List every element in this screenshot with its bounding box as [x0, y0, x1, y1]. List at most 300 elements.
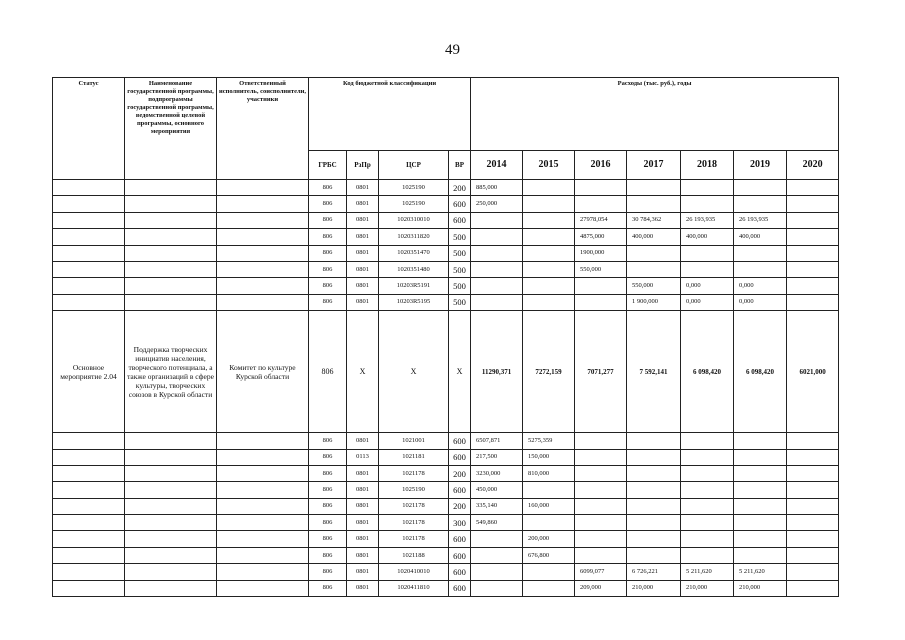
cell-y2016: 4875,000 — [575, 229, 627, 245]
table-row — [53, 498, 839, 514]
cell-vr: 600 — [449, 196, 471, 212]
empty-cell — [125, 229, 217, 245]
cell-rzpr: 0801 — [347, 498, 379, 514]
cell-csr: 1025190 — [379, 482, 449, 498]
empty-cell — [125, 498, 217, 514]
cell-csr: 1025190 — [379, 180, 449, 196]
cell-y2020 — [787, 229, 839, 245]
empty-cell — [53, 294, 125, 310]
cell-grbs: 806 — [309, 580, 347, 596]
table-row — [53, 515, 839, 531]
cell-y2018 — [681, 180, 734, 196]
main-responsible-cell: Комитет по культуре Курской области — [217, 311, 309, 433]
cell-y2020 — [787, 482, 839, 498]
cell-y2019: 0,000 — [734, 278, 787, 294]
cell-y2019 — [734, 433, 787, 449]
empty-cell — [125, 465, 217, 481]
cell-vr: 200 — [449, 498, 471, 514]
cell-y2018: 0,000 — [681, 278, 734, 294]
empty-cell — [125, 196, 217, 212]
empty-cell — [53, 580, 125, 596]
cell-grbs: 806 — [309, 196, 347, 212]
empty-cell — [53, 212, 125, 228]
page-number: 49 — [445, 42, 460, 58]
cell-y2017 — [627, 196, 681, 212]
cell-vr: 600 — [449, 564, 471, 580]
cell-y2016: 27978,054 — [575, 212, 627, 228]
main-measure-row — [53, 311, 839, 433]
table-row — [53, 531, 839, 547]
empty-cell — [217, 580, 309, 596]
cell-y2019 — [734, 482, 787, 498]
cell-y2017 — [627, 433, 681, 449]
cell-y2014 — [471, 212, 523, 228]
cell-grbs: 806 — [309, 564, 347, 580]
cell-y2018: 0,000 — [681, 294, 734, 310]
cell-y2019: 5 211,620 — [734, 564, 787, 580]
empty-cell — [125, 212, 217, 228]
budget-table — [52, 77, 839, 597]
table-row — [53, 261, 839, 277]
cell-y2015: 200,000 — [523, 531, 575, 547]
cell-y2019: 26 193,935 — [734, 212, 787, 228]
cell-y2014: 3230,000 — [471, 465, 523, 481]
table-row — [53, 245, 839, 261]
cell-grbs: 806 — [309, 498, 347, 514]
cell-y2018 — [681, 531, 734, 547]
main-cell-y2014: 11290,371 — [471, 311, 523, 433]
cell-y2015 — [523, 482, 575, 498]
cell-y2020 — [787, 515, 839, 531]
cell-y2015 — [523, 294, 575, 310]
cell-rzpr: 0801 — [347, 245, 379, 261]
cell-vr: 500 — [449, 294, 471, 310]
cell-csr: 1020311820 — [379, 229, 449, 245]
cell-grbs: 806 — [309, 465, 347, 481]
table-row — [53, 278, 839, 294]
empty-cell — [217, 433, 309, 449]
cell-y2017 — [627, 449, 681, 465]
cell-y2014 — [471, 245, 523, 261]
cell-y2017 — [627, 180, 681, 196]
cell-y2020 — [787, 547, 839, 563]
cell-vr: 200 — [449, 465, 471, 481]
header-name: Наименование государственной программы, подпрограммы государственной программы, ведомственной целевой программы, основного мероприятия — [125, 78, 217, 180]
empty-cell — [53, 261, 125, 277]
empty-cell — [125, 261, 217, 277]
cell-csr: 1021178 — [379, 531, 449, 547]
cell-y2020 — [787, 212, 839, 228]
cell-y2015 — [523, 180, 575, 196]
cell-rzpr: 0801 — [347, 278, 379, 294]
cell-y2018: 210,000 — [681, 580, 734, 596]
table-row — [53, 294, 839, 310]
cell-y2018: 26 193,935 — [681, 212, 734, 228]
cell-rzpr: 0801 — [347, 580, 379, 596]
empty-cell — [53, 531, 125, 547]
cell-rzpr: 0801 — [347, 515, 379, 531]
cell-rzpr: 0801 — [347, 531, 379, 547]
cell-rzpr: 0801 — [347, 482, 379, 498]
main-cell-y2015: 7272,159 — [523, 311, 575, 433]
cell-y2018: 400,000 — [681, 229, 734, 245]
table-row — [53, 564, 839, 580]
empty-cell — [125, 180, 217, 196]
cell-grbs: 806 — [309, 515, 347, 531]
cell-y2018 — [681, 498, 734, 514]
cell-y2019 — [734, 498, 787, 514]
cell-y2017 — [627, 261, 681, 277]
cell-vr: 500 — [449, 245, 471, 261]
cell-grbs: 806 — [309, 278, 347, 294]
empty-cell — [125, 449, 217, 465]
empty-cell — [217, 547, 309, 563]
cell-y2017 — [627, 547, 681, 563]
cell-y2015: 160,000 — [523, 498, 575, 514]
table-row — [53, 482, 839, 498]
cell-y2015: 5275,359 — [523, 433, 575, 449]
header-year: 2017 — [627, 151, 681, 180]
cell-y2019: 210,000 — [734, 580, 787, 596]
cell-y2019 — [734, 196, 787, 212]
cell-y2017: 400,000 — [627, 229, 681, 245]
cell-grbs: 806 — [309, 547, 347, 563]
cell-y2019 — [734, 515, 787, 531]
cell-rzpr: 0801 — [347, 229, 379, 245]
empty-cell — [217, 465, 309, 481]
cell-y2014: 885,000 — [471, 180, 523, 196]
cell-y2020 — [787, 261, 839, 277]
cell-y2014: 335,140 — [471, 498, 523, 514]
cell-y2014 — [471, 294, 523, 310]
cell-y2016: 550,000 — [575, 261, 627, 277]
cell-y2018 — [681, 482, 734, 498]
cell-rzpr: 0801 — [347, 564, 379, 580]
table-row — [53, 180, 839, 196]
main-cell-y2017: 7 592,141 — [627, 311, 681, 433]
cell-y2020 — [787, 449, 839, 465]
cell-y2017: 30 784,362 — [627, 212, 681, 228]
empty-cell — [125, 433, 217, 449]
cell-y2017: 1 900,000 — [627, 294, 681, 310]
empty-cell — [217, 515, 309, 531]
cell-csr: 1020351480 — [379, 261, 449, 277]
cell-y2015: 150,000 — [523, 449, 575, 465]
cell-rzpr: 0801 — [347, 261, 379, 277]
cell-y2020 — [787, 580, 839, 596]
empty-cell — [217, 294, 309, 310]
main-cell-grbs: 806 — [309, 311, 347, 433]
table-row — [53, 449, 839, 465]
cell-y2014 — [471, 531, 523, 547]
cell-y2016 — [575, 180, 627, 196]
header-code: РзПр — [347, 151, 379, 180]
cell-y2016 — [575, 515, 627, 531]
cell-y2014: 450,000 — [471, 482, 523, 498]
cell-y2019 — [734, 449, 787, 465]
cell-grbs: 806 — [309, 261, 347, 277]
cell-y2020 — [787, 531, 839, 547]
cell-csr: 10203R5195 — [379, 294, 449, 310]
cell-y2014 — [471, 278, 523, 294]
cell-grbs: 806 — [309, 482, 347, 498]
empty-cell — [125, 547, 217, 563]
cell-y2020 — [787, 180, 839, 196]
main-cell-y2016: 7071,277 — [575, 311, 627, 433]
cell-rzpr: 0801 — [347, 465, 379, 481]
cell-y2020 — [787, 564, 839, 580]
cell-y2020 — [787, 294, 839, 310]
cell-y2016: 6099,077 — [575, 564, 627, 580]
header-responsible: Ответственный исполнитель, соисполнители, участники — [217, 78, 309, 180]
cell-y2016 — [575, 294, 627, 310]
header-year: 2018 — [681, 151, 734, 180]
cell-y2016 — [575, 433, 627, 449]
empty-cell — [53, 449, 125, 465]
cell-vr: 600 — [449, 212, 471, 228]
cell-y2016: 209,000 — [575, 580, 627, 596]
cell-csr: 1020310010 — [379, 212, 449, 228]
cell-csr: 10203R5191 — [379, 278, 449, 294]
cell-y2017 — [627, 498, 681, 514]
cell-vr: 600 — [449, 547, 471, 563]
cell-csr: 1020351470 — [379, 245, 449, 261]
table-row — [53, 465, 839, 481]
header-code: ЦСР — [379, 151, 449, 180]
cell-vr: 600 — [449, 433, 471, 449]
table-row — [53, 580, 839, 596]
cell-y2015 — [523, 196, 575, 212]
cell-y2014 — [471, 580, 523, 596]
cell-y2016 — [575, 498, 627, 514]
cell-y2015: 810,000 — [523, 465, 575, 481]
empty-cell — [53, 229, 125, 245]
empty-cell — [53, 465, 125, 481]
empty-cell — [217, 245, 309, 261]
cell-rzpr: 0113 — [347, 449, 379, 465]
empty-cell — [217, 531, 309, 547]
empty-cell — [125, 580, 217, 596]
empty-cell — [125, 245, 217, 261]
cell-y2015 — [523, 580, 575, 596]
cell-csr: 1025190 — [379, 196, 449, 212]
cell-vr: 600 — [449, 449, 471, 465]
cell-y2016 — [575, 482, 627, 498]
cell-y2017 — [627, 482, 681, 498]
cell-y2018 — [681, 196, 734, 212]
main-cell-y2020: 6021,000 — [787, 311, 839, 433]
cell-grbs: 806 — [309, 433, 347, 449]
cell-grbs: 806 — [309, 180, 347, 196]
cell-grbs: 806 — [309, 229, 347, 245]
cell-csr: 1020410010 — [379, 564, 449, 580]
cell-y2015 — [523, 212, 575, 228]
main-status-cell: Основное мероприятие 2.04 — [53, 311, 125, 433]
cell-y2015 — [523, 245, 575, 261]
header-year: 2019 — [734, 151, 787, 180]
cell-csr: 1021188 — [379, 547, 449, 563]
cell-y2019 — [734, 465, 787, 481]
empty-cell — [217, 278, 309, 294]
empty-cell — [217, 261, 309, 277]
cell-csr: 1020411810 — [379, 580, 449, 596]
table-row — [53, 229, 839, 245]
cell-y2015: 676,800 — [523, 547, 575, 563]
cell-y2016: 1900,000 — [575, 245, 627, 261]
cell-y2018 — [681, 547, 734, 563]
cell-grbs: 806 — [309, 212, 347, 228]
cell-y2019 — [734, 547, 787, 563]
cell-y2016 — [575, 196, 627, 212]
cell-csr: 1021001 — [379, 433, 449, 449]
cell-y2018 — [681, 261, 734, 277]
cell-rzpr: 0801 — [347, 433, 379, 449]
header-year: 2020 — [787, 151, 839, 180]
cell-y2020 — [787, 196, 839, 212]
empty-cell — [53, 180, 125, 196]
cell-y2019 — [734, 261, 787, 277]
cell-y2017: 210,000 — [627, 580, 681, 596]
cell-y2020 — [787, 433, 839, 449]
cell-y2019: 0,000 — [734, 294, 787, 310]
cell-y2020 — [787, 245, 839, 261]
cell-y2014: 549,860 — [471, 515, 523, 531]
table-row — [53, 212, 839, 228]
main-cell-y2019: 6 098,420 — [734, 311, 787, 433]
empty-cell — [53, 196, 125, 212]
header-budget-code: Код бюджетной классификации — [309, 78, 471, 151]
cell-y2015 — [523, 261, 575, 277]
cell-vr: 500 — [449, 261, 471, 277]
cell-y2017 — [627, 465, 681, 481]
cell-y2014 — [471, 261, 523, 277]
cell-y2017 — [627, 531, 681, 547]
empty-cell — [53, 498, 125, 514]
cell-y2018 — [681, 449, 734, 465]
cell-y2014 — [471, 547, 523, 563]
cell-y2015 — [523, 515, 575, 531]
empty-cell — [125, 564, 217, 580]
cell-y2019 — [734, 245, 787, 261]
cell-y2015 — [523, 564, 575, 580]
cell-csr: 1021178 — [379, 465, 449, 481]
cell-y2014: 217,500 — [471, 449, 523, 465]
main-cell-rzpr: X — [347, 311, 379, 433]
empty-cell — [53, 564, 125, 580]
cell-y2016 — [575, 465, 627, 481]
cell-y2015 — [523, 278, 575, 294]
header-code: ВР — [449, 151, 471, 180]
cell-vr: 200 — [449, 180, 471, 196]
empty-cell — [217, 564, 309, 580]
cell-y2018 — [681, 515, 734, 531]
cell-y2018: 5 211,620 — [681, 564, 734, 580]
header-code: ГРБС — [309, 151, 347, 180]
cell-y2018 — [681, 465, 734, 481]
empty-cell — [125, 531, 217, 547]
cell-y2016 — [575, 449, 627, 465]
empty-cell — [53, 433, 125, 449]
empty-cell — [217, 196, 309, 212]
cell-y2017: 6 726,221 — [627, 564, 681, 580]
empty-cell — [125, 278, 217, 294]
empty-cell — [217, 229, 309, 245]
empty-cell — [53, 547, 125, 563]
cell-y2016 — [575, 278, 627, 294]
main-name-cell: Поддержка творческих инициатив населения, творческого потенциала, а также организаций в сфере культуры, творческих союзов в Курской области — [125, 311, 217, 433]
empty-cell — [217, 180, 309, 196]
empty-cell — [217, 449, 309, 465]
cell-grbs: 806 — [309, 531, 347, 547]
table-row — [53, 547, 839, 563]
cell-y2018 — [681, 245, 734, 261]
empty-cell — [53, 515, 125, 531]
cell-y2017 — [627, 515, 681, 531]
cell-y2018 — [681, 433, 734, 449]
cell-grbs: 806 — [309, 449, 347, 465]
cell-y2020 — [787, 465, 839, 481]
cell-y2019: 400,000 — [734, 229, 787, 245]
cell-grbs: 806 — [309, 294, 347, 310]
empty-cell — [53, 482, 125, 498]
main-cell-vr: X — [449, 311, 471, 433]
cell-rzpr: 0801 — [347, 294, 379, 310]
empty-cell — [53, 278, 125, 294]
table-row — [53, 196, 839, 212]
cell-vr: 600 — [449, 482, 471, 498]
cell-y2014 — [471, 229, 523, 245]
cell-y2019 — [734, 180, 787, 196]
cell-y2016 — [575, 531, 627, 547]
cell-y2015 — [523, 229, 575, 245]
header-year: 2014 — [471, 151, 523, 180]
cell-y2016 — [575, 547, 627, 563]
empty-cell — [125, 294, 217, 310]
header-expenses: Расходы (тыс. руб.), годы — [471, 78, 839, 151]
cell-vr: 500 — [449, 278, 471, 294]
main-cell-csr: X — [379, 311, 449, 433]
cell-vr: 600 — [449, 531, 471, 547]
cell-y2017: 550,000 — [627, 278, 681, 294]
cell-rzpr: 0801 — [347, 547, 379, 563]
header-year: 2016 — [575, 151, 627, 180]
table-row — [53, 433, 839, 449]
cell-y2014: 6507,871 — [471, 433, 523, 449]
cell-rzpr: 0801 — [347, 180, 379, 196]
cell-rzpr: 0801 — [347, 212, 379, 228]
empty-cell — [125, 482, 217, 498]
empty-cell — [217, 482, 309, 498]
cell-csr: 1021178 — [379, 498, 449, 514]
cell-csr: 1021181 — [379, 449, 449, 465]
cell-vr: 600 — [449, 580, 471, 596]
cell-grbs: 806 — [309, 245, 347, 261]
cell-y2019 — [734, 531, 787, 547]
empty-cell — [125, 515, 217, 531]
cell-rzpr: 0801 — [347, 196, 379, 212]
empty-cell — [217, 498, 309, 514]
cell-y2017 — [627, 245, 681, 261]
empty-cell — [53, 245, 125, 261]
cell-y2020 — [787, 278, 839, 294]
cell-y2014 — [471, 564, 523, 580]
cell-vr: 300 — [449, 515, 471, 531]
cell-y2020 — [787, 498, 839, 514]
header-year: 2015 — [523, 151, 575, 180]
cell-y2014: 250,000 — [471, 196, 523, 212]
main-cell-y2018: 6 098,420 — [681, 311, 734, 433]
cell-vr: 500 — [449, 229, 471, 245]
